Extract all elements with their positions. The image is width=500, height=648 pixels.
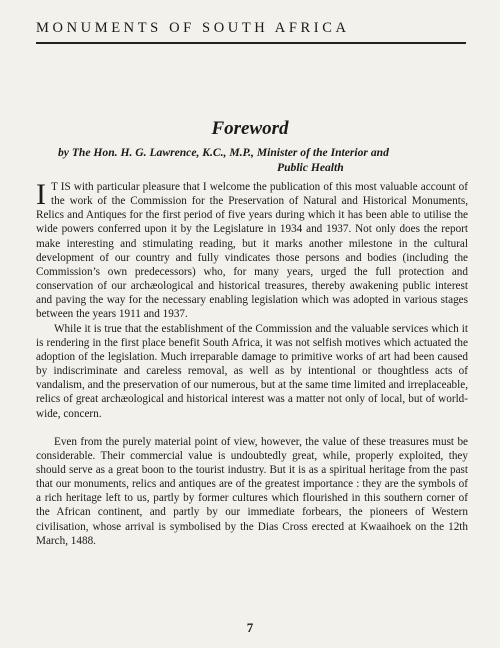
byline-line-2: Public Health <box>277 161 344 174</box>
drop-cap: I <box>36 178 46 211</box>
header-rule <box>36 42 466 44</box>
paragraph-1-text: T IS with particular pleasure that I welcome the publication of this most valuable account of the work of the Commission for the Preservation of Natural and Historical Monuments, Relics and Antiques for the first period of five years during which it has been able to utilise the wide powers conferred upon it by the Legislature in 1934 and 1937. Not only does the report make interesting and stimulating reading, but it marks another milestone in the cultural development of our country and fully vindicates those persons and bodies (including the Commission’s own predecessors) who, for many years, urged the full protection and conservation of our archæological and historical treasures, thereby awakening public interest and paving the way for the necessary enabling legislation which was adopted in various stages between the years 1911 and 1937. <box>36 181 468 321</box>
paragraph-1 <box>36 180 468 322</box>
paragraph-2: While it is true that the establishment of the Commission and the valuable services which it is rendering in the first place benefit South Africa, it was not selfish motives which actuated the adoption of the legislation. Much irreparable damage to primitive works of art had been caused by indiscriminate and careless removal, as well as by intentional or thoughtless acts of vandalism, and the preservation of our numerous, but at the same time limited and irreplaceable, relics of great archæological and historical interest was a matter not only of local, but of world-wide, concern. <box>36 322 468 420</box>
foreword-title: Foreword <box>211 118 289 139</box>
byline <box>58 145 468 175</box>
page-number: 7 <box>246 620 254 635</box>
paragraph-3: Even from the purely material point of view, however, the value of these treasures must be considerable. Their commercial value is undoubtedly great, while, properly exploited, they should serve as a great boon to the tourist industry. But it is as a spiritual heritage from the past that our monuments, relics and antiques are of the greatest importance : they are the symbols of a rich heritage left to us, partly by former cultures which flourished in this southern corner of the African continent, and partly by our immediate forbears, the pioneers of Western civilisation, whose arrival is symbolised by the Dias Cross erected at Kwaaihoek on the 12th March, 1488. <box>36 435 468 547</box>
foreword-body <box>36 180 468 548</box>
byline-line-1: by The Hon. H. G. Lawrence, K.C., M.P., Minister of the Interior and <box>58 146 389 159</box>
running-header-title: MONUMENTS OF SOUTH AFRICA <box>36 20 350 36</box>
